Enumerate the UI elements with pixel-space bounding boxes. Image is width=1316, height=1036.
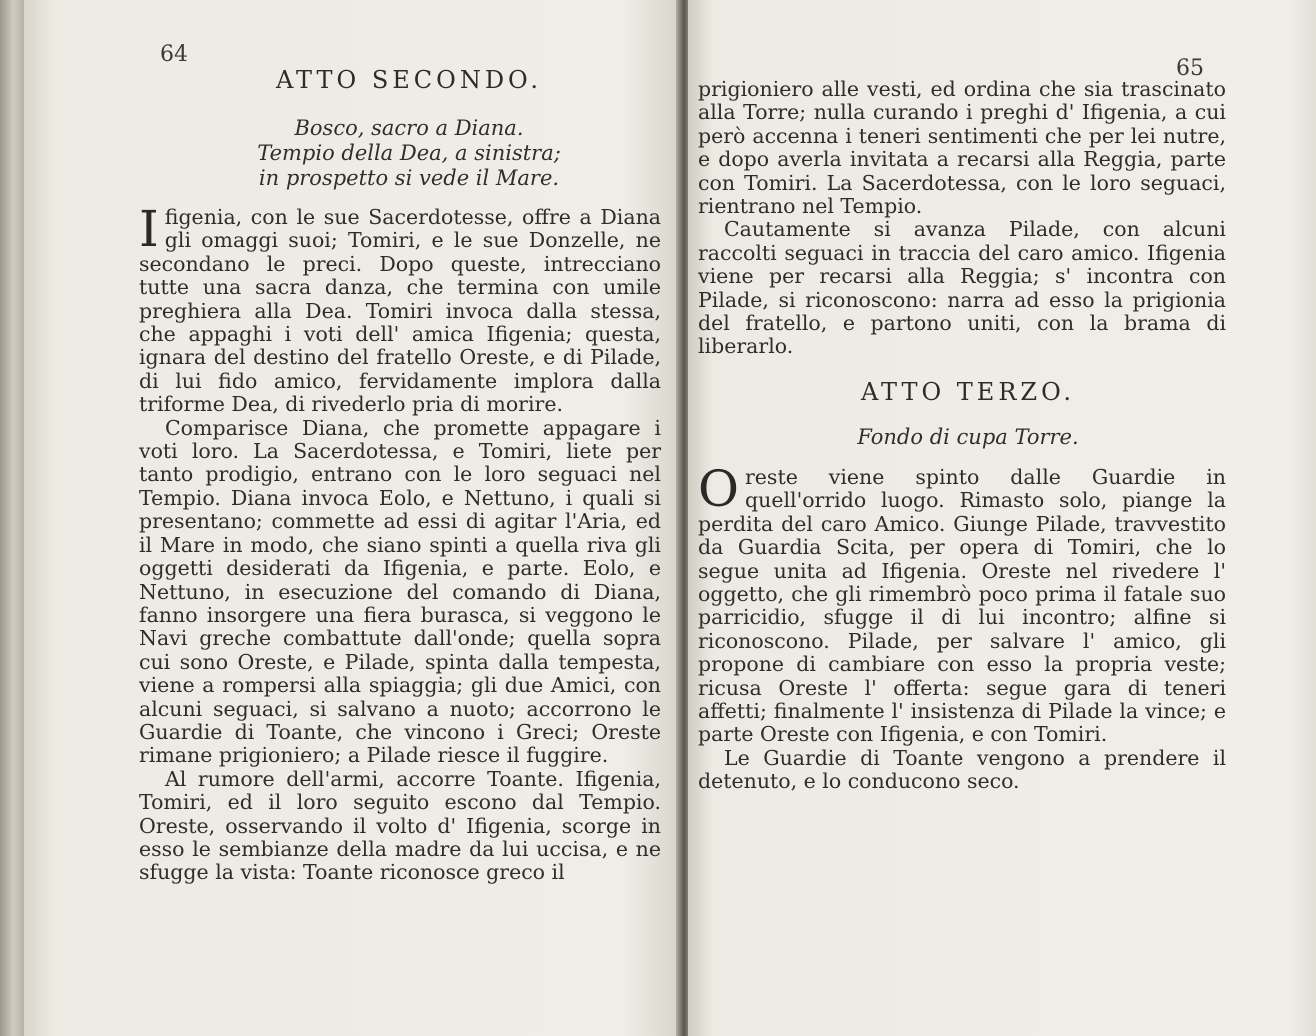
right-page-body-bottom	[698, 460, 1226, 794]
left-page-body	[139, 200, 661, 885]
page-number-left: 64	[160, 42, 188, 67]
paragraph	[139, 200, 661, 417]
act-two-heading: ATTO SECONDO.	[276, 66, 542, 94]
paragraph: Al rumore dell'armi, accorre Toante. Ifigenia, Tomiri, ed il loro seguito escono dal Tempio. Oreste, osservando il volto d' Ifigenia, scorge in esso le sembianze della madre da lui uccisa, e ne sfugge la vista: Toante riconosce greco il	[139, 766, 661, 885]
act-three-scene-description	[728, 425, 1208, 450]
scene-line: Tempio della Dea, a sinistra;	[257, 141, 561, 165]
right-page	[688, 0, 1316, 1036]
paragraph-text: figenia, con le sue Sacerdotesse, offre a Diana gli omaggi suoi; Tomiri, e le sue Donzelle, ne secondano le preci. Dopo queste, intrecciano tutte una sacra danza, che termina con umile preghiera alla Dea. Tomiri invoca dalla stessa, che appaghi i voti dell' amica Ifigenia; questa, ignara del destino del fratello Oreste, e di Pilade, di lui fido amico, fervidamente implora dalla triforme Dea, di rivederlo pria di morire.	[139, 205, 661, 417]
scene-line: in prospetto si vede il Mare.	[258, 166, 560, 190]
paragraph: prigioniero alle vesti, ed ordina che sia trascinato alla Torre; nulla curando i preghi d' Ifigenia, a cui però accenna i teneri sentimenti che per lei nutre, e dopo averla invitata a recarsi alla Reggia, parte con Tomiri. La Sacerdotessa, con le loro seguaci, rientrano nel Tempio.	[698, 77, 1226, 219]
act-two-scene-description	[144, 116, 674, 191]
paragraph: Cautamente si avanza Pilade, con alcuni raccolti seguaci in traccia del caro amico. Ifigenia viene per recarsi alla Reggia; s' incontra con Pilade, si riconoscono: narra ad esso la prigionia del fratello, e partono uniti, con la brama di liberarlo.	[698, 217, 1226, 359]
act-three-heading: ATTO TERZO.	[861, 378, 1075, 406]
paragraph	[698, 460, 1226, 747]
paragraph: Comparisce Diana, che promette appagare i voti loro. La Sacerdotessa, e Tomiri, liete per tanto prodigio, entrano con le loro seguaci nel Tempio. Diana invoca Eolo, e Nettuno, i quali si presentano; commette ad essi di agitar l'Aria, ed il Mare in modo, che siano spinti a quella riva gli oggetti desiderati da Ifigenia, e parte. Eolo, e Nettuno, in esecuzione del comando di Diana, fanno insorgere una fiera burasca, si veggono le Navi greche combattute dall'onde; quella sopra cui sono Oreste, e Pilade, spinta dalla tempesta, viene a rompersi alla spiaggia; gli due Amici, con alcuni seguaci, si salvano a nuoto; accorrono le Guardie di Toante, che vincono i Greci; Oreste rimane prigioniero; a Pilade riesce il fuggire.	[139, 415, 661, 768]
scene-line: Bosco, sacro a Diana.	[294, 116, 524, 140]
drop-cap: I	[139, 200, 159, 258]
page-number-right: 65	[1176, 56, 1204, 81]
paragraph-text: reste viene spinto dalle Guardie in quell'orrido luogo. Rimasto solo, piange la perdita del caro Amico. Giunge Pilade, travvestito da Guardia Scita, per opera di Tomiri, che lo segue unita ad Ifigenia. Oreste nel rivedere l' oggetto, che gli rimembrò poco prima il fatale suo parricidio, sfugge il di lui incontro; alfine si riconoscono. Pilade, per salvare l' amico, gli propone di cambiare con esso la propria veste; ricusa Oreste l' offerta: segue gara di teneri affetti; finalmente l' insistenza di Pilade la vince; e parte Oreste con Ifigenia, e con Tomiri.	[698, 465, 1226, 747]
paragraph: Le Guardie di Toante vengono a prendere il detenuto, e lo conducono seco.	[698, 745, 1226, 794]
scene-line: Fondo di cupa Torre.	[857, 425, 1079, 449]
left-page	[22, 0, 682, 1036]
right-page-body-top	[698, 78, 1226, 359]
page-stack-edge	[0, 0, 22, 1036]
drop-cap: O	[698, 460, 739, 518]
